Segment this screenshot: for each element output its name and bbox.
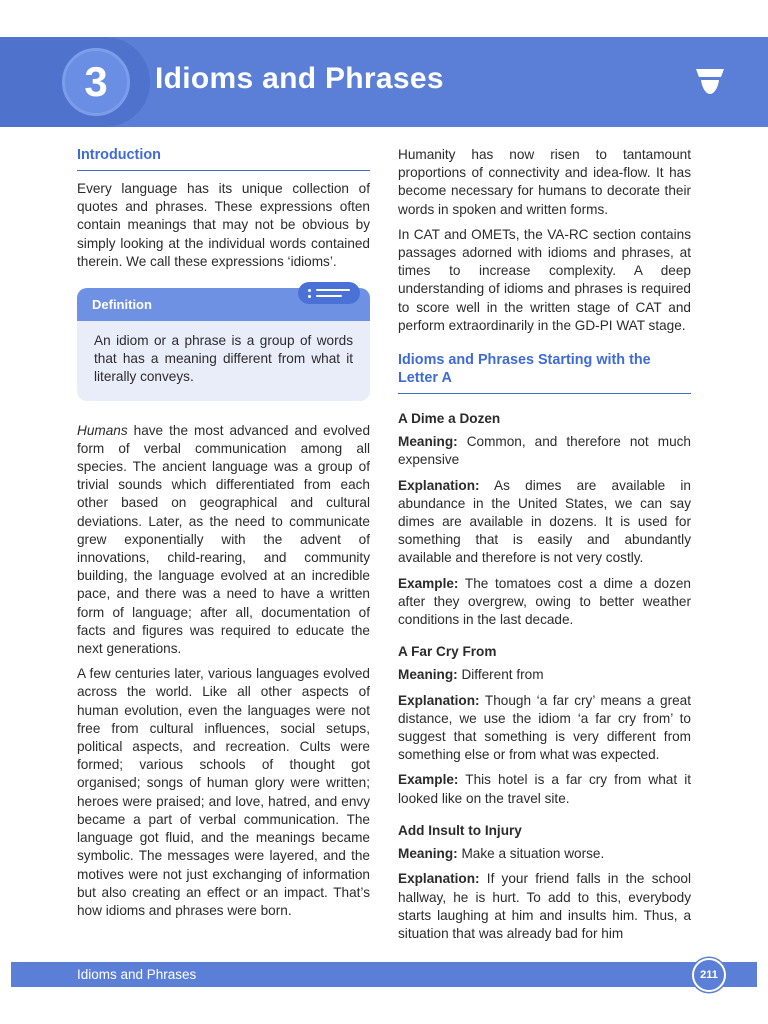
idiom-entry-dime xyxy=(398,410,691,629)
meaning-label: Meaning: xyxy=(398,667,458,683)
idiom-entry-far-cry xyxy=(398,643,691,808)
introduction-paragraph: Every language has its unique collection of quotes and phrases. These expressions often contain meanings that may not be obvious by simply looking at the individual words contained therein. We call these expressions ‘idioms’. xyxy=(77,181,370,269)
meaning-text: Common, and therefore not much expensive xyxy=(398,434,691,468)
unacademy-logo-icon xyxy=(694,66,726,98)
chapter-number-badge: 3 xyxy=(62,48,130,116)
humans-paragraph-lead: Humans xyxy=(77,422,128,438)
example-label: Example: xyxy=(398,772,459,788)
right-column xyxy=(398,146,691,957)
humans-paragraph-text: have the most advanced and evolved form of verbal communication among all species. The ancient language was a group of trivial sounds which differentiated from each other based on geographical and cultural deviations. Later, as the need to communicate grew exponentially with the advent of innovations, child-rearing, and community building, the language evolved at an incredible pace, and there was a need to have a written form of language; after all, documentation of facts and figures was required to educate the next generations. xyxy=(77,422,370,657)
page-number-badge: 211 xyxy=(692,958,726,992)
list-lines-icon xyxy=(298,282,360,304)
idiom-term: A Far Cry From xyxy=(398,644,497,660)
example-text: The tomatoes cost a dime a dozen after they overgrew, owing to better weather conditions in the last decade. xyxy=(398,575,691,628)
letter-a-heading: Idioms and Phrases Starting with the Letter A xyxy=(398,351,691,394)
idiom-example xyxy=(398,575,691,630)
idiom-meaning xyxy=(398,845,691,863)
footer-running-title: Idioms and Phrases xyxy=(77,967,197,982)
definition-text: An idiom or a phrase is a group of words that has a meaning different from what it literally conveys. xyxy=(77,321,370,401)
definition-heading: Definition xyxy=(77,288,370,321)
idiom-example xyxy=(398,771,691,807)
meaning-label: Meaning: xyxy=(398,846,458,862)
idiom-meaning xyxy=(398,433,691,469)
idiom-term: A Dime a Dozen xyxy=(398,411,501,427)
left-column xyxy=(77,146,370,927)
explanation-label: Explanation: xyxy=(398,477,480,493)
chapter-title: Idioms and Phrases xyxy=(155,62,444,95)
humans-paragraph xyxy=(77,422,370,659)
idiom-term: Add Insult to Injury xyxy=(398,822,522,838)
idiom-meaning xyxy=(398,666,691,684)
explanation-label: Explanation: xyxy=(398,871,480,887)
cat-paragraph: In CAT and OMETs, the VA-RC section contains passages adorned with idioms and phrases, at times to increase complexity. A deep understanding of idioms and phrases is required to score well in the written stage of CAT and perform extraordinarily in the GD-PI WAT stage. xyxy=(398,226,691,333)
meaning-text: Make a situation worse. xyxy=(457,846,605,862)
idiom-explanation xyxy=(398,870,691,943)
example-text: This hotel is a far cry from what it looked like on the travel site. xyxy=(398,772,691,806)
explanation-text: If your friend falls in the school hallway, he is hurt. To add to this, everybody starts laughing at him and insults him. Thus, a situation that was already bad for him xyxy=(398,871,691,941)
idiom-explanation xyxy=(398,477,691,568)
meaning-text: Different from xyxy=(457,667,544,683)
example-label: Example: xyxy=(398,575,459,591)
meaning-label: Meaning: xyxy=(398,434,458,450)
explanation-label: Explanation: xyxy=(398,692,480,708)
introduction-heading: Introduction xyxy=(77,146,370,171)
idiom-entry-insult xyxy=(398,822,691,943)
explanation-text: Though ‘a far cry’ means a great distance, we use the idiom ‘a far cry from’ to suggest that something is very different from something else or from what was expected. xyxy=(398,692,691,763)
centuries-paragraph: A few centuries later, various languages evolved across the world. Like all other aspects of human evolution, even the languages were not free from cultural influences, social setups, political aspects, and recreation. Cults were formed; various schools of thought got organised; songs of human glory were written; heroes were praised; and love, hatred, and envy became a part of verbal communication. The language got fluid, and the meanings became symbolic. The messages were layered, and the motives were not just exchanging of information but also creating an effect or an impact. That’s how idioms and phrases were born. xyxy=(77,666,370,918)
idiom-explanation xyxy=(398,692,691,765)
humanity-paragraph: Humanity has now risen to tantamount proportions of connectivity and idea-flow. It has become necessary for humans to decorate their words in spoken and written forms. xyxy=(398,147,691,217)
explanation-text: As dimes are available in abundance in the United States, we can say dimes are available in dozens. It is used for something that is easily and abundantly available and therefore is not very costly. xyxy=(398,477,691,566)
definition-box xyxy=(77,288,370,401)
